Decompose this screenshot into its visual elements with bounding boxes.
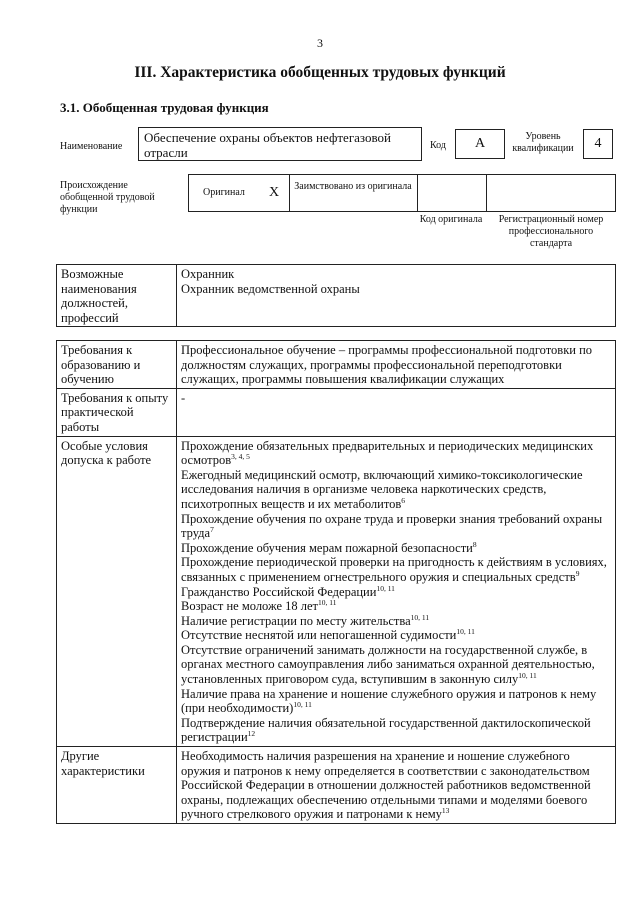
table-row: [57, 265, 616, 327]
origin-table: [188, 174, 616, 212]
level-value-box: 4: [583, 129, 613, 159]
positions-cell: [177, 265, 616, 327]
experience-cell: [177, 388, 616, 436]
original-label: Оригинал: [203, 187, 245, 198]
position-item: Охранник ведомственной охраны: [181, 281, 360, 296]
other-characteristics-cell: [177, 747, 616, 824]
table-row: [57, 747, 616, 824]
experience-label: Требования к опыту практической работы: [57, 388, 177, 436]
special-conditions-label: Особые условия допуска к работе: [57, 436, 177, 746]
condition-item: Прохождение обязательных предварительных и периодических медицинских осмотров$^{3, 4, 5}$: [181, 438, 594, 468]
condition-item: Отсутствие ограничений занимать должности на государственной службе, в органах местного самоуправления либо заниматься охранной деятельностью, установленных приговором суда, вступившим в законную силу$^{10, 11}$: [181, 642, 595, 687]
table-row: [57, 341, 616, 389]
original-mark: X: [269, 185, 280, 200]
special-conditions-cell: [177, 436, 616, 746]
origin-label: Происхождение обобщенной трудовой функции: [60, 180, 155, 215]
section-title: III. Характеристика обобщенных трудовых функций: [134, 64, 506, 81]
code-original-caption: Код оригинала: [419, 214, 483, 225]
position-item: Охранник: [181, 267, 235, 281]
requirement-text: Профессиональное обучение – программы профессиональной подготовки по должностям служащих, программы профессиональной переподготовки служащих, программы повышения квалификации служащих: [181, 343, 593, 387]
table-row: [57, 388, 616, 436]
table-row: [57, 436, 616, 746]
level-label: Уровень квалификации: [512, 131, 574, 154]
origin-divider: [289, 174, 290, 212]
education-label: Требования к образованию и обучению: [57, 341, 177, 389]
other-characteristics-label: Другие характеристики: [57, 747, 177, 824]
borrowed-label: Заимствовано из оригинала: [294, 181, 412, 192]
positions-table: [56, 264, 616, 327]
code-value-box: A: [455, 129, 505, 159]
condition-item: Прохождение периодической проверки на пригодность к действиям в условиях, связанных с применением огнестрельного оружия и специальных средств$^9$: [181, 555, 607, 584]
condition-item: Наличие права на хранение и ношение служебного оружия и патронов к нему (при необходимости)$^{10, 11}$: [181, 686, 597, 716]
code-label: Код: [430, 140, 446, 151]
condition-item: Подтверждение наличия обязательной государственной дактилоскопической регистрации$^{12}$: [181, 715, 591, 745]
condition-item: Прохождение обучения мерам пожарной безопасности$^8$: [181, 539, 477, 555]
condition-item: Прохождение обучения по охране труда и проверки знания требований охраны труда$^7$: [181, 511, 603, 541]
function-name-box: Обеспечение охраны объектов нефтегазовой отрасли: [138, 127, 422, 161]
requirement-text: -: [181, 390, 186, 405]
registration-number-caption: Регистрационный номер профессионального стандарта: [498, 214, 604, 249]
characteristic-text: Необходимость наличия разрешения на хранение и ношение служебного оружия и патронов к нему определяется в соответствии с законодательством Российской Федерации в отношении должностей работников ведомственной охраны, подлежащих обеспечению отдельными типами и моделями боевого ручного стрелкового оружия и патронами к нему$^{13}$: [181, 749, 591, 822]
condition-item: Наличие регистрации по месту жительства$^{10, 11}$: [181, 612, 430, 628]
education-cell: [177, 341, 616, 389]
requirements-table: [56, 340, 616, 824]
subsection-title: 3.1. Обобщенная трудовая функция: [60, 100, 269, 115]
condition-item: Ежегодный медицинский осмотр, включающий химико-токсикологические исследования наличия в организме человека наркотических средств, психотропных веществ и их метаболитов$^6$: [181, 467, 583, 511]
condition-item: Гражданство Российской Федерации$^{10, 11}$: [181, 583, 395, 599]
condition-item: Отсутствие неснятой или непогашенной судимости$^{10, 11}$: [181, 627, 475, 643]
name-label: Наименование: [60, 141, 123, 152]
page-number: 3: [317, 36, 323, 50]
condition-item: Возраст не моложе 18 лет$^{10, 11}$: [181, 598, 337, 614]
positions-label: Возможные наименования должностей, профессий: [57, 265, 177, 327]
origin-divider: [486, 174, 487, 212]
origin-divider: [417, 174, 418, 212]
